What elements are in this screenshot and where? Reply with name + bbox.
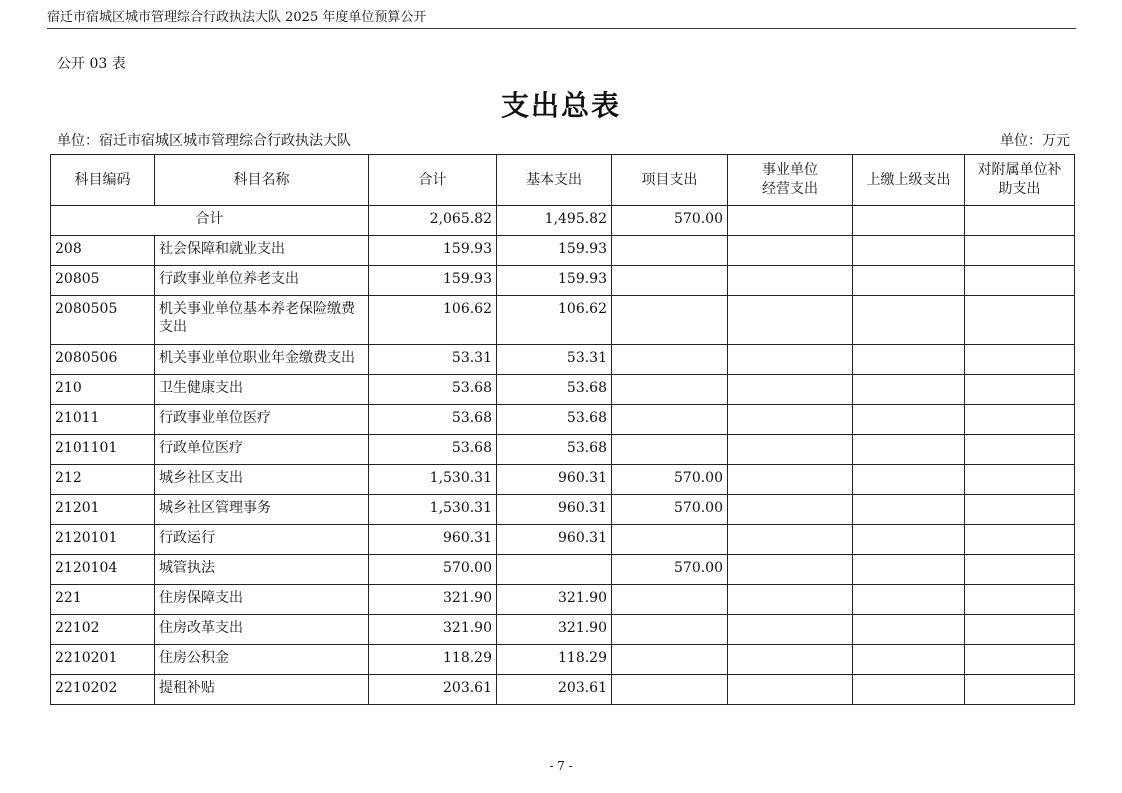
empty-cell [728, 236, 853, 266]
row-name: 行政事业单位养老支出 [155, 266, 369, 296]
table-row [51, 495, 1075, 525]
row-project: 570.00 [612, 555, 728, 585]
row-code: 2210201 [51, 645, 155, 675]
row-code: 20805 [51, 266, 155, 296]
row-basic: 106.62 [497, 296, 612, 345]
row-name: 行政单位医疗 [155, 435, 369, 465]
row-name: 住房公积金 [155, 645, 369, 675]
row-name: 行政事业单位医疗 [155, 405, 369, 435]
row-code: 221 [51, 585, 155, 615]
empty-cell [728, 465, 853, 495]
row-basic: 53.31 [497, 345, 612, 375]
empty-cell [853, 645, 965, 675]
row-code: 2080505 [51, 296, 155, 345]
row-project [612, 615, 728, 645]
empty-cell [728, 585, 853, 615]
empty-cell [965, 525, 1075, 555]
row-code: 210 [51, 375, 155, 405]
row-project [612, 375, 728, 405]
row-code: 21201 [51, 495, 155, 525]
row-total: 1,530.31 [369, 495, 497, 525]
col-header: 上缴上级支出 [853, 155, 965, 206]
row-basic: 321.90 [497, 615, 612, 645]
empty-cell [853, 296, 965, 345]
page-header-text: 宿迁市宿城区城市管理综合行政执法大队 2025 年度单位预算公开 [47, 10, 427, 25]
row-code: 212 [51, 465, 155, 495]
empty-cell [853, 615, 965, 645]
empty-cell [728, 206, 853, 236]
row-name: 城乡社区支出 [155, 465, 369, 495]
row-project [612, 266, 728, 296]
total-basic: 1,495.82 [497, 206, 612, 236]
table-row [51, 405, 1075, 435]
row-basic: 960.31 [497, 465, 612, 495]
row-name: 卫生健康支出 [155, 375, 369, 405]
row-code: 22102 [51, 615, 155, 645]
empty-cell [853, 206, 965, 236]
total-sum: 2,065.82 [369, 206, 497, 236]
row-total: 53.68 [369, 375, 497, 405]
empty-cell [965, 375, 1075, 405]
empty-cell [728, 495, 853, 525]
empty-cell [965, 645, 1075, 675]
empty-cell [728, 555, 853, 585]
empty-cell [965, 345, 1075, 375]
empty-cell [853, 236, 965, 266]
table-row [51, 375, 1075, 405]
row-project [612, 585, 728, 615]
row-project [612, 525, 728, 555]
empty-cell [965, 495, 1075, 525]
empty-cell [853, 375, 965, 405]
row-basic: 960.31 [497, 525, 612, 555]
empty-cell [853, 585, 965, 615]
table-row [51, 645, 1075, 675]
row-code: 21011 [51, 405, 155, 435]
page-header [47, 8, 1076, 29]
row-total: 53.68 [369, 405, 497, 435]
row-name: 住房改革支出 [155, 615, 369, 645]
table-row [51, 585, 1075, 615]
row-total: 321.90 [369, 615, 497, 645]
unit-name: 单位：宿迁市宿城区城市管理综合行政执法大队 [57, 133, 351, 149]
empty-cell [728, 266, 853, 296]
row-basic: 53.68 [497, 405, 612, 435]
row-total: 570.00 [369, 555, 497, 585]
row-project [612, 645, 728, 675]
row-basic: 960.31 [497, 495, 612, 525]
table-row [51, 675, 1075, 705]
empty-cell [853, 465, 965, 495]
empty-cell [965, 615, 1075, 645]
row-code: 2210202 [51, 675, 155, 705]
col-header: 项目支出 [612, 155, 728, 206]
row-code: 2101101 [51, 435, 155, 465]
table-row [51, 435, 1075, 465]
table-row [51, 615, 1075, 645]
form-number: 公开 03 表 [57, 56, 126, 72]
empty-cell [965, 405, 1075, 435]
empty-cell [965, 206, 1075, 236]
col-header: 事业单位 经营支出 [728, 155, 853, 206]
row-total: 118.29 [369, 645, 497, 675]
row-basic: 53.68 [497, 435, 612, 465]
row-code: 208 [51, 236, 155, 266]
row-name: 住房保障支出 [155, 585, 369, 615]
expenditure-table [50, 154, 1075, 705]
page-number: - 7 - [549, 759, 573, 773]
row-basic: 53.68 [497, 375, 612, 405]
table-row [51, 266, 1075, 296]
empty-cell [853, 345, 965, 375]
empty-cell [728, 645, 853, 675]
row-total: 53.31 [369, 345, 497, 375]
empty-cell [728, 435, 853, 465]
empty-cell [965, 236, 1075, 266]
row-name: 机关事业单位基本养老保险缴费支出 [155, 296, 369, 345]
empty-cell [965, 675, 1075, 705]
empty-cell [853, 525, 965, 555]
total-project: 570.00 [612, 206, 728, 236]
row-project: 570.00 [612, 465, 728, 495]
empty-cell [853, 675, 965, 705]
empty-cell [728, 675, 853, 705]
row-total: 203.61 [369, 675, 497, 705]
col-header: 基本支出 [497, 155, 612, 206]
row-total: 106.62 [369, 296, 497, 345]
row-basic: 118.29 [497, 645, 612, 675]
row-project: 570.00 [612, 495, 728, 525]
total-label: 合计 [51, 206, 369, 236]
empty-cell [853, 435, 965, 465]
row-name: 城乡社区管理事务 [155, 495, 369, 525]
empty-cell [965, 266, 1075, 296]
empty-cell [728, 525, 853, 555]
empty-cell [728, 296, 853, 345]
row-total: 159.93 [369, 266, 497, 296]
table-row [51, 296, 1075, 345]
row-project [612, 236, 728, 266]
row-code: 2120104 [51, 555, 155, 585]
row-name: 机关事业单位职业年金缴费支出 [155, 345, 369, 375]
row-total: 1,530.31 [369, 465, 497, 495]
row-project [612, 296, 728, 345]
row-project [612, 405, 728, 435]
row-name: 社会保障和就业支出 [155, 236, 369, 266]
row-basic: 159.93 [497, 236, 612, 266]
page-title: 支出总表 [500, 89, 621, 122]
empty-cell [965, 555, 1075, 585]
row-code: 2120101 [51, 525, 155, 555]
empty-cell [728, 615, 853, 645]
table-row [51, 345, 1075, 375]
empty-cell [728, 405, 853, 435]
row-code: 2080506 [51, 345, 155, 375]
row-basic [497, 555, 612, 585]
empty-cell [853, 405, 965, 435]
row-basic: 203.61 [497, 675, 612, 705]
row-basic: 159.93 [497, 266, 612, 296]
col-header: 科目编码 [51, 155, 155, 206]
row-total: 159.93 [369, 236, 497, 266]
total-row [51, 206, 1075, 236]
row-name: 提租补贴 [155, 675, 369, 705]
empty-cell [965, 435, 1075, 465]
row-basic: 321.90 [497, 585, 612, 615]
col-header: 对附属单位补 助支出 [965, 155, 1075, 206]
empty-cell [965, 296, 1075, 345]
table-row [51, 465, 1075, 495]
empty-cell [853, 495, 965, 525]
table-row [51, 236, 1075, 266]
table-row [51, 525, 1075, 555]
col-header: 科目名称 [155, 155, 369, 206]
row-total: 960.31 [369, 525, 497, 555]
empty-cell [853, 266, 965, 296]
empty-cell [853, 555, 965, 585]
row-name: 行政运行 [155, 525, 369, 555]
unit-measure: 单位：万元 [1000, 133, 1070, 149]
table-row [51, 555, 1075, 585]
row-total: 53.68 [369, 435, 497, 465]
col-header: 合计 [369, 155, 497, 206]
empty-cell [965, 465, 1075, 495]
row-project [612, 435, 728, 465]
row-total: 321.90 [369, 585, 497, 615]
empty-cell [728, 375, 853, 405]
row-project [612, 345, 728, 375]
row-project [612, 675, 728, 705]
row-name: 城管执法 [155, 555, 369, 585]
empty-cell [728, 345, 853, 375]
empty-cell [965, 585, 1075, 615]
table-header-row [51, 155, 1075, 206]
